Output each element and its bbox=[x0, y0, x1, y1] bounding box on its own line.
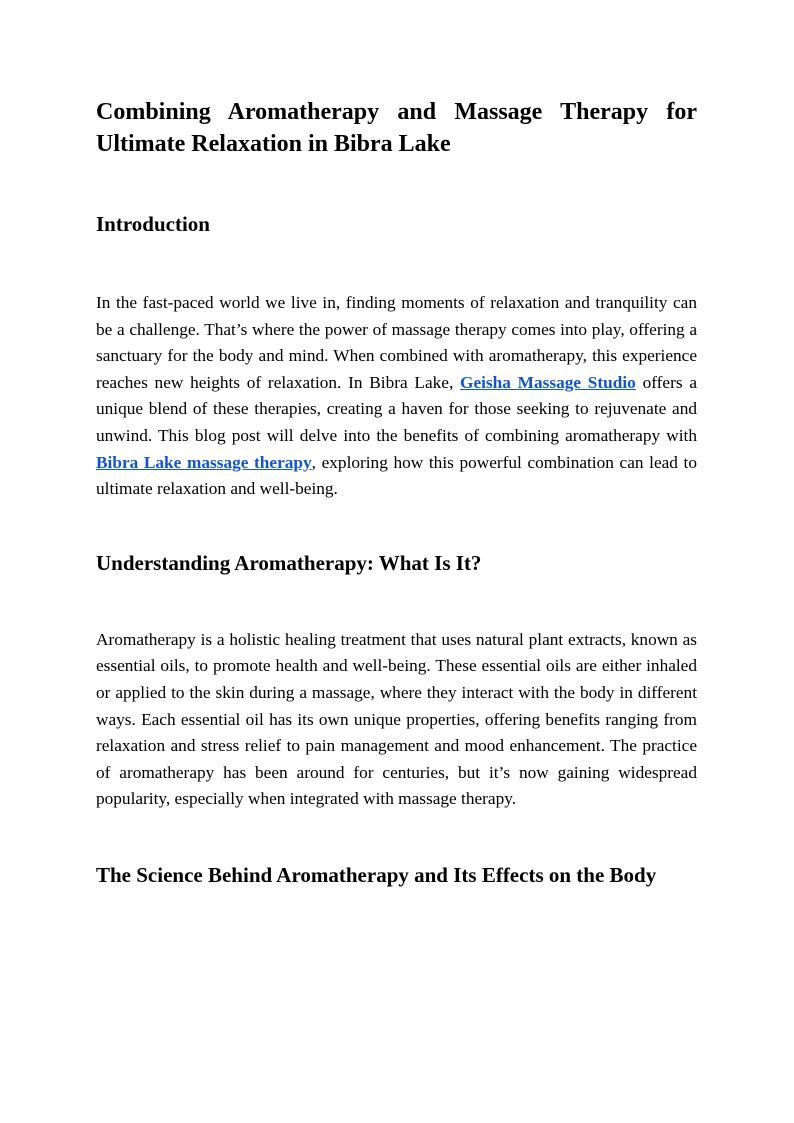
intro-text-part-2: offers a unique blend of these therapies, creating a haven for those seeking to rejuvenate and unwind. This blog post will delve into the benefits of combining aromatherapy with bbox=[96, 372, 697, 445]
aromatherapy-paragraph: Aromatherapy is a holistic healing treatment that uses natural plant extracts, known as essential oils, to promote health and well-being. These essential oils are either inhaled or applied to the skin during a massage, where they interact with the body in different ways. Each essential oil has its own unique properties, offering benefits ranging from relaxation and stress relief to pain management and mood enhancement. The practice of aromatherapy has been around for centuries, but it’s now gaining widespread popularity, especially when integrated with massage therapy. bbox=[96, 629, 697, 809]
geisha-massage-studio-link[interactable]: Geisha Massage Studio bbox=[460, 372, 636, 392]
bibra-lake-massage-therapy-link[interactable]: Bibra Lake massage therapy bbox=[96, 452, 312, 472]
section-heading-science-behind-aromatherapy: The Science Behind Aromatherapy and Its Effects on the Body bbox=[96, 862, 657, 887]
introduction-paragraph bbox=[96, 290, 697, 503]
document-title: Combining Aromatherapy and Massage Therapy for Ultimate Relaxation in Bibra Lake bbox=[96, 99, 697, 157]
document-page bbox=[96, 96, 697, 890]
intro-text-part-3: , exploring how this powerful combination can lead to ultimate relaxation and well-being. bbox=[96, 452, 697, 499]
section-heading-understanding-aromatherapy: Understanding Aromatherapy: What Is It? bbox=[96, 550, 482, 575]
section-heading-introduction: Introduction bbox=[96, 212, 210, 236]
intro-text-part-1: In the fast-paced world we live in, finding moments of relaxation and tranquility can be a challenge. That’s where the power of massage therapy comes into play, offering a sanctuary for the body and mind. When combined with aromatherapy, this experience reaches new heights of relaxation. In Bibra Lake, bbox=[96, 293, 697, 392]
